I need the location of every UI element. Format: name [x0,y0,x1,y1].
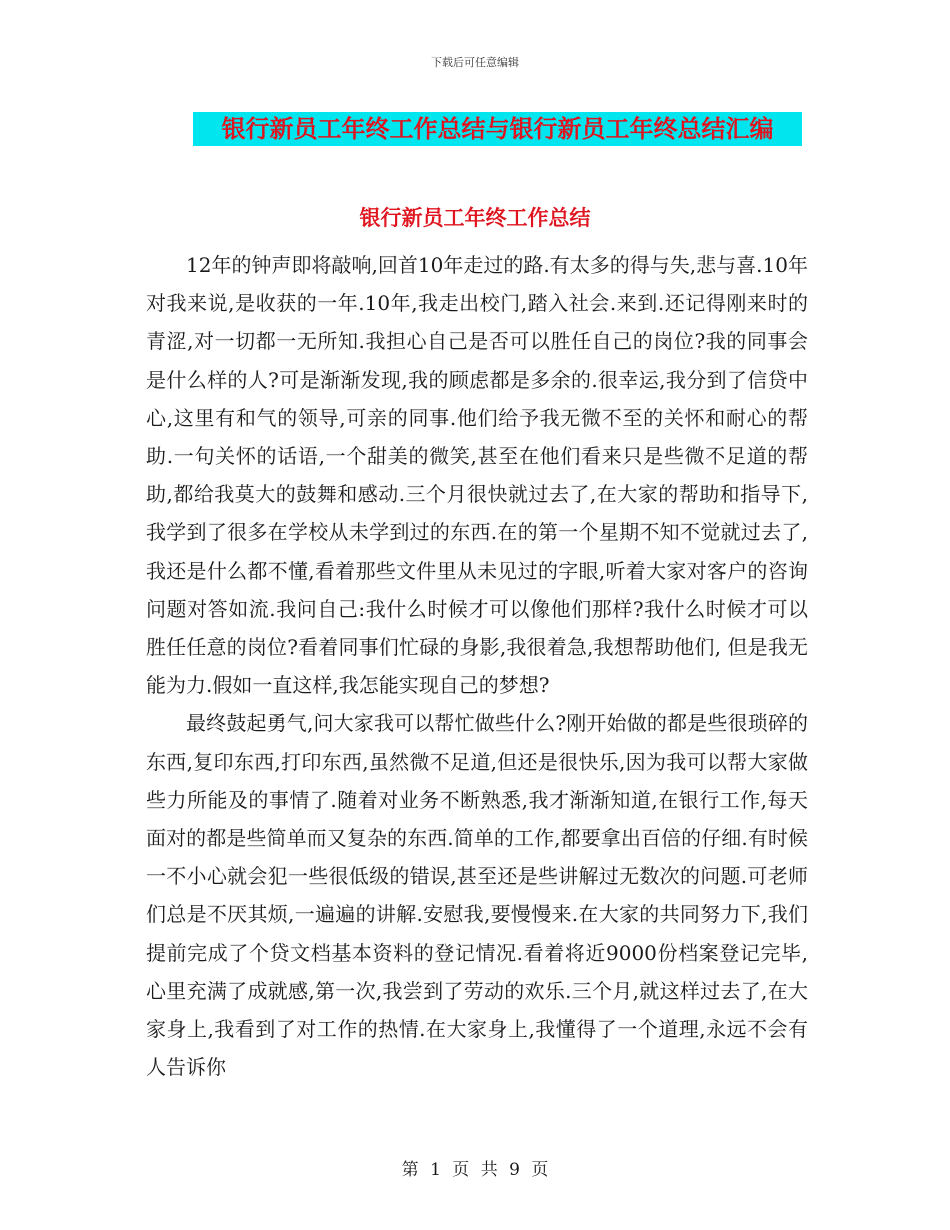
document-title-highlight [193,112,802,146]
page-header-note: 下载后可任意编辑 [431,56,519,69]
section-title: 银行新员工年终工作总结 [359,206,591,230]
document-title: 银行新员工年终工作总结与银行新员工年终总结汇编 [221,115,774,143]
page-number: 第 1 页 共 9 页 [401,1160,549,1180]
paragraph-2: 最终鼓起勇气,问大家我可以帮忙做些什么?刚开始做的都是些很琐碎的东西,复印东西,打印东西,虽然微不足道,但还是很快乐,因为我可以帮大家做些力所能及的事情了.随着对业务不断熟悉,我才渐渐知道,在银行工作,每天面对的都是些简单而又复杂的东西.简单的工作,都要拿出百倍的仔细.有时候一不小心就会犯一些很低级的错误,甚至还是些讲解过无数次的问题.可老师们总是不厌其烦,一遍遍的讲解.安慰我,要慢慢来.在大家的共同努力下,我们提前完成了个贷文档基本资料的登记情况.看着将近9000份档案登记完毕,心里充满了成就感,第一次,我尝到了劳动的欢乐.三个月,就这样过去了,在大家身上,我看到了对工作的热情.在大家身上,我懂得了一个道理,永远不会有人告诉你 [146,711,808,1080]
paragraph-1: 12年的钟声即将敲响,回首10年走过的路.有太多的得与失,悲与喜.10年对我来说,是收获的一年.10年,我走出校门,踏入社会.来到.还记得刚来时的青涩,对一切都一无所知.我担心自己是否可以胜任自己的岗位?我的同事会是什么样的人?可是渐渐发现,我的顾虑都是多余的.很幸运,我分到了信贷中心,这里有和气的领导,可亲的同事.他们给予我无微不至的关怀和耐心的帮助.一句关怀的话语,一个甜美的微笑,甚至在他们看来只是些微不足道的帮助,都给我莫大的鼓舞和感动.三个月很快就过去了,在大家的帮助和指导下,我学到了很多在学校从未学到过的东西.在的第一个星期不知不觉就过去了,我还是什么都不懂,看着那些文件里从未见过的字眼,听着大家对客户的咨询问题对答如流.我问自己:我什么时候才可以像他们那样?我什么时候才可以胜任任意的岗位?看着同事们忙碌的身影,我很着急,我想帮助他们, 但是我无能为力.假如一直这样,我怎能实现自己的梦想? [146,253,808,698]
document-body [146,246,808,1106]
